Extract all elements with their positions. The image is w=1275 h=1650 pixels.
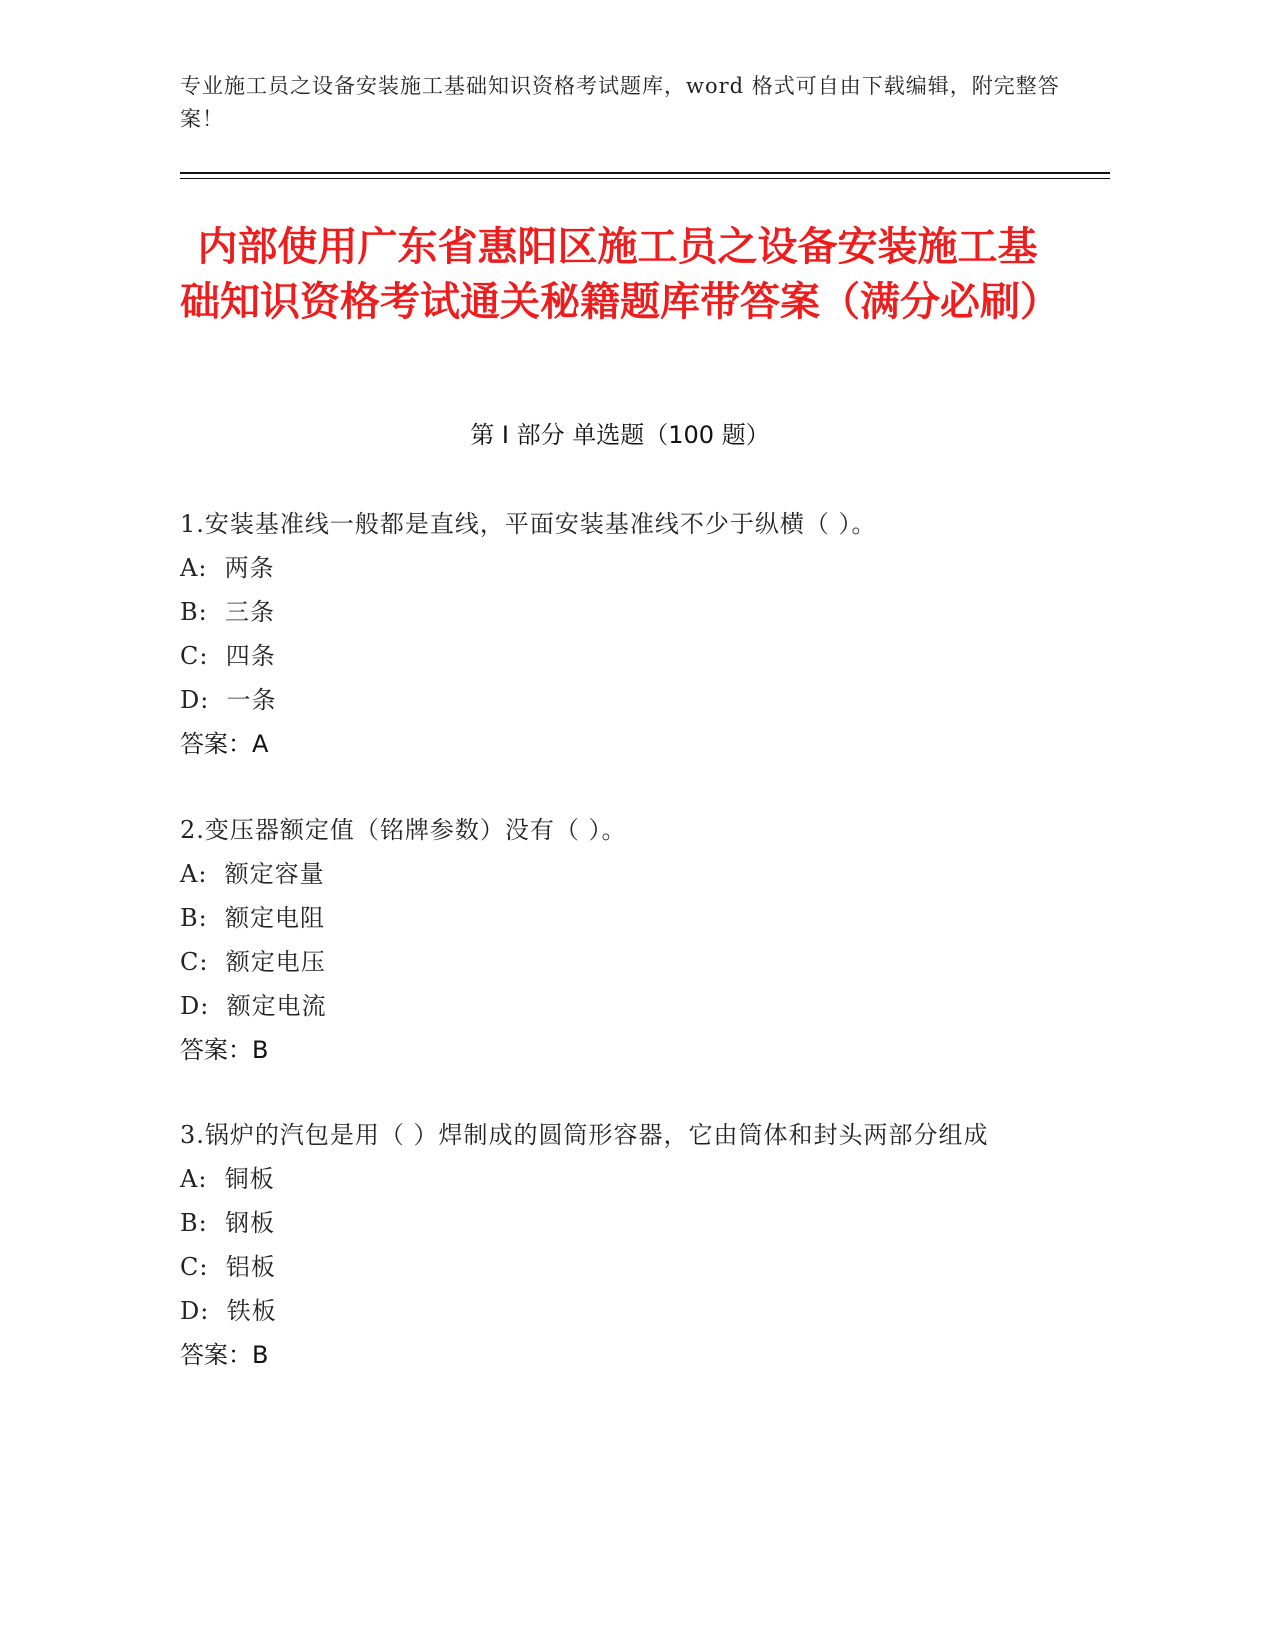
- option-c: C: 四条: [180, 642, 276, 670]
- option-c: C: 额定电压: [180, 948, 326, 976]
- answer: 答案：A: [180, 730, 269, 758]
- option-c: C: 铝板: [180, 1253, 276, 1281]
- question-item: [180, 1113, 1060, 1377]
- option-d: D: 额定电流: [180, 992, 327, 1020]
- section-title: 第 I 部分 单选题（100 题）: [470, 421, 770, 449]
- option-b: B: 额定电阻: [180, 904, 325, 932]
- option-d: D: 铁板: [180, 1297, 277, 1325]
- option-d: D: 一条: [180, 686, 277, 714]
- question-item: [180, 808, 1060, 1072]
- header-divider-thick: [180, 172, 1110, 174]
- question-item: [180, 502, 1060, 766]
- answer: 答案：B: [180, 1036, 269, 1064]
- option-a: A: 额定容量: [180, 860, 325, 888]
- document-title: 内部使用广东省惠阳区施工员之设备安装施工基础知识资格考试通关秘籍题库带答案（满分必刷）: [180, 224, 1060, 325]
- question-stem: 3.锅炉的汽包是用（ ）焊制成的圆筒形容器，它由筒体和封头两部分组成: [180, 1121, 989, 1149]
- answer: 答案：B: [180, 1341, 269, 1369]
- option-b: B: 钢板: [180, 1209, 275, 1237]
- option-a: A: 两条: [180, 554, 275, 582]
- question-stem: 2.变压器额定值（铭牌参数）没有（ ）。: [180, 816, 627, 844]
- option-a: A: 铜板: [180, 1165, 275, 1193]
- header-note: 专业施工员之设备安装施工基础知识资格考试题库，word 格式可自由下载编辑，附完整答案！: [180, 74, 1060, 131]
- option-b: B: 三条: [180, 598, 275, 626]
- question-stem: 1.安装基准线一般都是直线，平面安装基准线不少于纵横（ ）。: [180, 510, 877, 538]
- header-divider-thin: [180, 178, 1110, 179]
